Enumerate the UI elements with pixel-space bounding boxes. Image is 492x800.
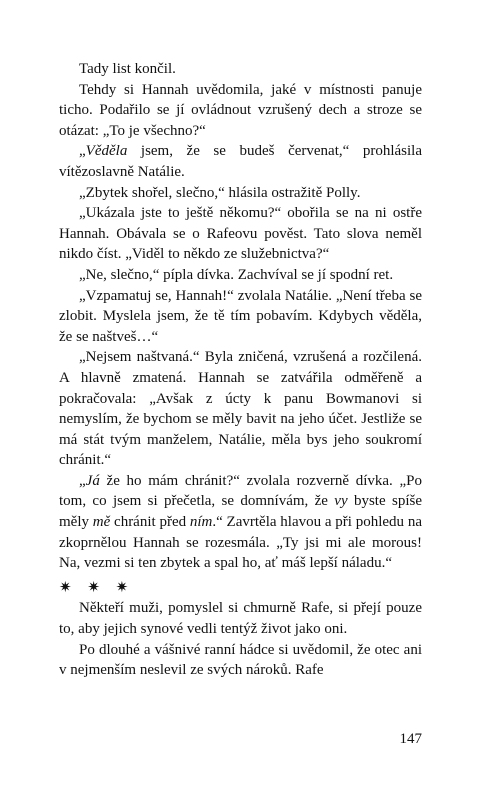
p3-italic: Věděla	[85, 143, 128, 160]
p9-italic-2: vy	[334, 493, 348, 510]
paragraph-6: „Ne, slečno,“ pípla dívka. Zachvíval se jí spodní ret.	[79, 266, 394, 283]
paragraph-4: „Zbytek shořel, slečno,“ hlásila ostražitě Polly.	[79, 184, 361, 201]
p9-open-quote: „	[79, 472, 86, 489]
p9-italic-3: mě	[92, 514, 111, 531]
p3-rest: jsem, že se budeš červenat,“ prohlásila vítězoslavně Natálie.	[59, 143, 422, 180]
p3-open-quote: „	[79, 143, 86, 160]
paragraph-8: „Nejsem naštvaná.“ Byla zničená, vzrušená a rozčilená. A hlavně zmatená. Hannah se zatvářila odměřeně a pokračovala: „Avšak z úcty k panu Bowmanovi si nemyslím, že bychom se měly bavit na jeho účet. Jestliže se má stát tvým manželem, Natálie, měla bys jeho soukromí chránit.“	[59, 349, 422, 469]
paragraph-10: Někteří muži, pomyslel si chmurně Rafe, si přejí pouze to, aby jejich synové vedli tentýž život jako oni.	[59, 600, 422, 638]
page-number: 147	[399, 731, 422, 747]
paragraph-3	[59, 141, 422, 182]
p9-mid-2: byste spíše měly	[59, 493, 422, 531]
paragraph-5: „Ukázala jste to ještě někomu?“ obořila se na ni ostře Hannah. Obávala se o Rafeovu pověst. Tato slova neměl nikdo číst. „Viděl to někdo ze služebnictva?“	[59, 205, 422, 263]
paragraph-1: Tady list končil.	[79, 61, 176, 77]
p9-rest: .“ Zavrtěla hlavou a při pohledu na zkoprnělou Hannah se rozesmála. „Ty jsi mi ale morous! Na, vezmi si ten zbytek a spal ho, ať máš lepší náladu.“	[59, 514, 422, 572]
p9-italic-4: ním	[189, 514, 213, 531]
paragraph-2: Tehdy si Hannah uvědomila, jaké v místnosti panuje ticho. Podařilo se jí ovládnout vzrušený dech a stroze se otázat: „To je všechno?“	[59, 81, 422, 139]
paragraph-11: Po dlouhé a vášnivé ranní hádce si uvědomil, že otec ani v nejmenším neslevil ze svých nároků. Rafe	[59, 641, 422, 679]
paragraph-7: „Vzpamatuj se, Hannah!“ zvolala Natálie. „Není třeba se zlobit. Myslela jsem, že tě tím pobavím. Kdybych věděla, že se naštveš…“	[59, 287, 422, 345]
p9-italic-1: Já	[85, 472, 100, 489]
p9-mid-3: chránit před	[110, 514, 190, 531]
p9-mid-1: že ho mám chránit?“ zvolala rozverně dívka. „Po tom, co jsem si přečetla, se domnívám, že	[59, 472, 422, 510]
scene-break-separator: ✷ ✷ ✷	[59, 579, 135, 596]
page-text	[59, 59, 422, 681]
paragraph-9	[59, 471, 422, 574]
